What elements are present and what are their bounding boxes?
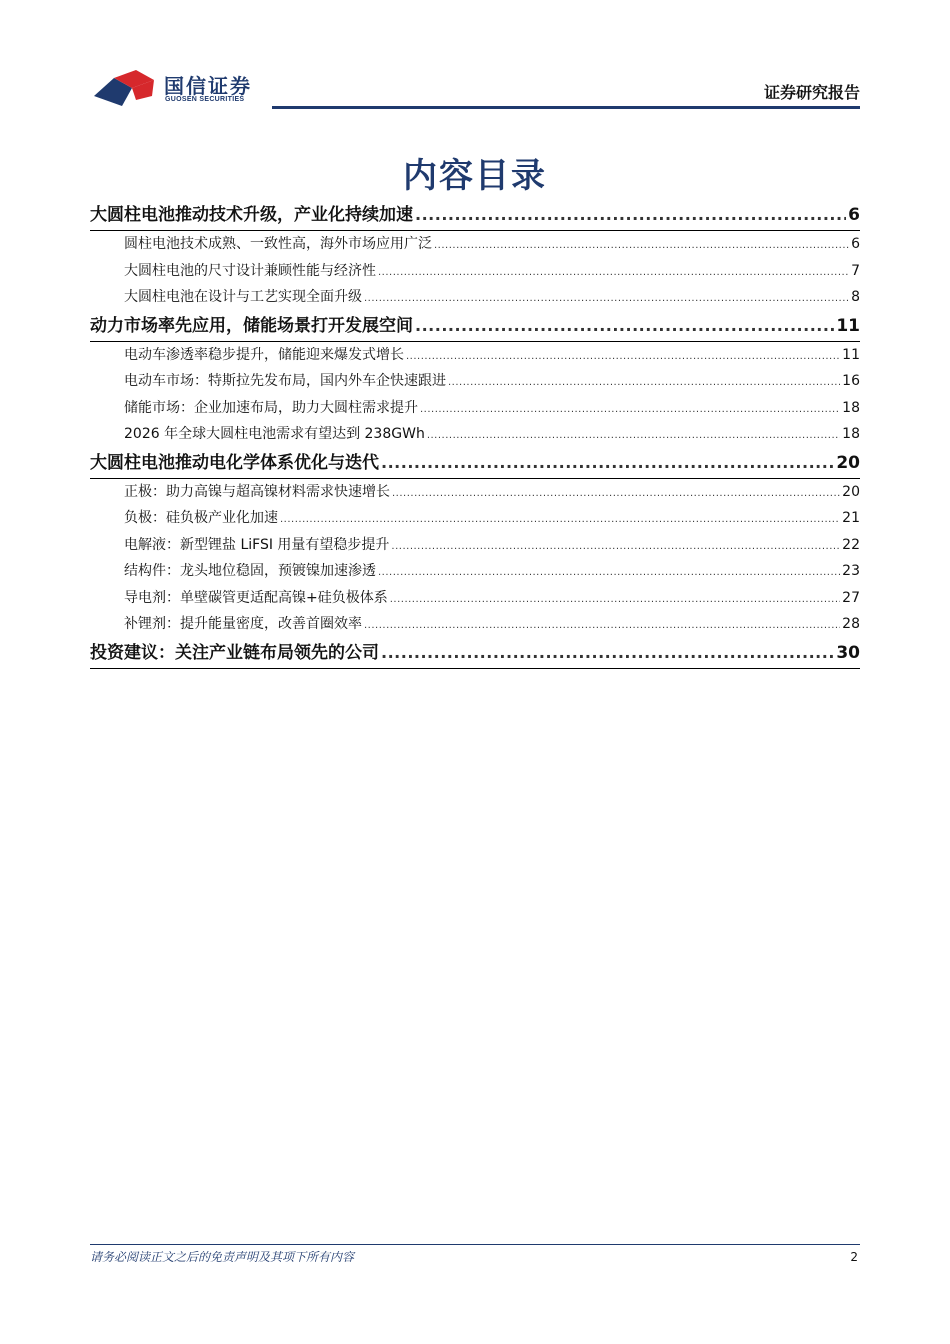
toc-dot-leader (280, 507, 840, 534)
toc-chapter-entry[interactable] (90, 638, 860, 669)
toc-dot-leader (434, 233, 849, 260)
toc-dot-leader (381, 448, 834, 478)
logo-english-name: GUOSEN SECURITIES (165, 96, 245, 103)
toc-entry-title: 动力市场率先应用，储能场景打开发展空间 (90, 315, 413, 336)
page-header (0, 0, 950, 110)
toc-entry-page: 7 (851, 262, 860, 279)
toc-entry-title: 正极：助力高镍与超高镍材料需求快速增长 (124, 483, 390, 500)
toc-dot-leader (378, 560, 840, 587)
footer-disclaimer: 请务必阅读正文之后的免责声明及其项下所有内容 (90, 1250, 355, 1264)
toc-dot-leader (415, 311, 834, 341)
footer-divider (90, 1244, 860, 1245)
guosen-logo (92, 66, 262, 110)
report-type-label: 证券研究报告 (763, 83, 860, 102)
toc-dot-leader (381, 638, 834, 668)
toc-section-entry[interactable] (90, 395, 860, 422)
toc-dot-leader (406, 344, 840, 371)
toc-entry-page: 30 (836, 642, 860, 663)
toc-entry-page: 16 (842, 373, 860, 389)
toc-section-entry[interactable] (90, 231, 860, 258)
toc-chapter-entry[interactable] (90, 448, 860, 479)
toc-entry-title: 2026 年全球大圆柱电池需求有望达到 238GWh (124, 426, 425, 442)
toc-section-entry[interactable] (90, 284, 860, 311)
toc-entry-title: 投资建议：关注产业链布局领先的公司 (90, 642, 379, 663)
page-number: 2 (850, 1250, 858, 1264)
toc-dot-leader (390, 587, 840, 614)
toc-entry-title: 大圆柱电池推动电化学体系优化与迭代 (90, 452, 379, 473)
toc-section-entry[interactable] (90, 342, 860, 369)
logo-chinese-name: 国信证券 (164, 74, 252, 98)
toc-entry-page: 18 (842, 399, 860, 416)
toc-dot-leader (364, 286, 849, 313)
toc-entry-title: 大圆柱电池在设计与工艺实现全面升级 (124, 289, 362, 305)
toc-section-entry[interactable] (90, 258, 860, 285)
toc-entry-page: 6 (851, 236, 860, 252)
toc-section-entry[interactable] (90, 558, 860, 585)
toc-entry-page: 11 (836, 315, 860, 336)
toc-section-entry[interactable] (90, 532, 860, 559)
toc-entry-page: 27 (842, 589, 860, 606)
toc-section-entry[interactable] (90, 368, 860, 395)
toc-dot-leader (391, 534, 840, 561)
toc-entry-page: 6 (848, 205, 860, 225)
toc-entry-title: 圆柱电池技术成熟、一致性高，海外市场应用广泛 (124, 236, 432, 252)
toc-entry-page: 11 (842, 346, 860, 363)
toc-section-entry[interactable] (90, 585, 860, 612)
toc-chapter-entry[interactable] (90, 311, 860, 342)
toc-entry-title: 补锂剂：提升能量密度，改善首圈效率 (124, 616, 362, 632)
toc-entry-title: 电解液：新型锂盐 LiFSI 用量有望稳步提升 (124, 536, 390, 553)
toc-entry-title: 电动车渗透率稳步提升，储能迎来爆发式增长 (124, 346, 404, 363)
toc-section-entry[interactable] (90, 421, 860, 448)
toc-section-entry[interactable] (90, 505, 860, 532)
toc-entry-title: 电动车市场：特斯拉先发布局，国内外车企快速跟进 (124, 373, 446, 389)
guosen-logo-icon (92, 66, 164, 110)
toc-entry-title: 负极：硅负极产业化加速 (124, 510, 278, 526)
toc-entry-page: 22 (842, 536, 860, 553)
toc-dot-leader (420, 397, 840, 424)
toc-entry-title: 大圆柱电池推动技术升级，产业化持续加速 (90, 205, 413, 225)
toc-entry-page: 18 (842, 426, 860, 442)
toc-entry-page: 20 (836, 452, 860, 473)
toc-entry-page: 8 (851, 289, 860, 305)
toc-chapter-entry[interactable] (90, 200, 860, 231)
toc-dot-leader (392, 481, 840, 508)
toc-dot-leader (448, 370, 840, 397)
toc-dot-leader (415, 200, 846, 230)
toc-dot-leader (364, 613, 840, 640)
toc-section-entry[interactable] (90, 479, 860, 506)
toc-entry-page: 20 (842, 483, 860, 500)
toc-dot-leader (378, 260, 849, 287)
table-of-contents (90, 200, 860, 669)
toc-entry-title: 储能市场：企业加速布局，助力大圆柱需求提升 (124, 399, 418, 416)
toc-entry-page: 28 (842, 616, 860, 632)
toc-dot-leader (427, 423, 840, 450)
header-divider (272, 106, 860, 109)
toc-entry-title: 结构件：龙头地位稳固，预镀镍加速渗透 (124, 563, 376, 579)
toc-entry-title: 大圆柱电池的尺寸设计兼顾性能与经济性 (124, 262, 376, 279)
toc-entry-title: 导电剂：单壁碳管更适配高镍+硅负极体系 (124, 589, 388, 606)
toc-section-entry[interactable] (90, 611, 860, 638)
toc-entry-page: 23 (842, 563, 860, 579)
toc-title: 内容目录 (403, 156, 547, 196)
toc-entry-page: 21 (842, 510, 860, 526)
